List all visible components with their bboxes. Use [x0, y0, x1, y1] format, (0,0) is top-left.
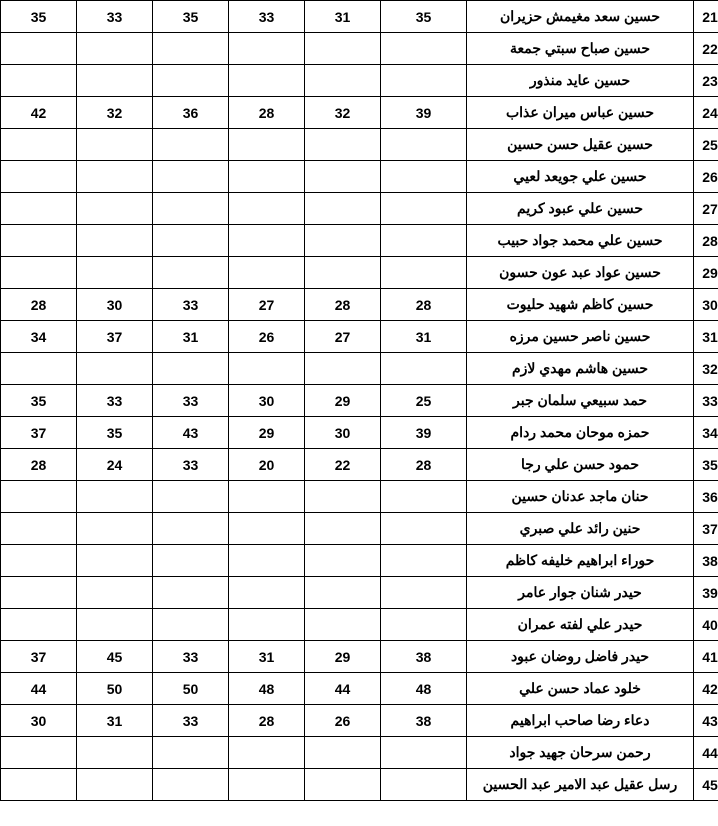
score-cell-empty	[153, 65, 229, 97]
table-row	[1, 1, 718, 33]
table-row	[1, 481, 718, 513]
score-cell: 25	[381, 385, 467, 417]
table-row	[1, 705, 718, 737]
score-cell-empty	[77, 577, 153, 609]
score-cell: 44	[1, 673, 77, 705]
score-cell-empty	[229, 737, 305, 769]
score-cell: 31	[381, 321, 467, 353]
table-row	[1, 65, 718, 97]
score-cell-empty	[381, 65, 467, 97]
score-cell-empty	[305, 161, 381, 193]
score-cell: 29	[305, 641, 381, 673]
score-cell: 33	[153, 641, 229, 673]
score-cell-empty	[1, 513, 77, 545]
row-index-cell: 38	[694, 545, 718, 577]
score-cell-empty	[229, 33, 305, 65]
row-index-cell: 32	[694, 353, 718, 385]
score-cell: 42	[1, 97, 77, 129]
row-index-cell: 34	[694, 417, 718, 449]
score-cell: 32	[305, 97, 381, 129]
score-cell: 38	[381, 705, 467, 737]
score-cell-empty	[1, 769, 77, 801]
row-index-cell: 21	[694, 1, 718, 33]
score-cell-empty	[381, 609, 467, 641]
score-cell: 38	[381, 641, 467, 673]
score-cell: 30	[77, 289, 153, 321]
score-cell: 33	[77, 385, 153, 417]
row-index-cell: 28	[694, 225, 718, 257]
student-name-cell: حسين علي عبود كريم	[467, 193, 694, 225]
student-name-cell: حسين سعد مغيمش حزيران	[467, 1, 694, 33]
student-name-cell: حسين علي جويعد لعيي	[467, 161, 694, 193]
score-cell: 22	[305, 449, 381, 481]
score-cell-empty	[153, 193, 229, 225]
student-name-cell: حسين علي محمد جواد حبيب	[467, 225, 694, 257]
score-cell: 28	[381, 449, 467, 481]
score-cell-empty	[381, 193, 467, 225]
score-cell: 28	[229, 705, 305, 737]
table-row	[1, 97, 718, 129]
score-cell-empty	[305, 65, 381, 97]
score-cell-empty	[305, 577, 381, 609]
score-cell-empty	[305, 33, 381, 65]
score-cell-empty	[153, 545, 229, 577]
score-cell-empty	[305, 609, 381, 641]
student-name-cell: حسين عقيل حسن حسين	[467, 129, 694, 161]
score-cell-empty	[229, 129, 305, 161]
score-cell-empty	[1, 33, 77, 65]
score-cell-empty	[229, 513, 305, 545]
row-index-cell: 40	[694, 609, 718, 641]
score-cell: 28	[305, 289, 381, 321]
score-cell-empty	[305, 481, 381, 513]
score-cell-empty	[305, 129, 381, 161]
score-cell: 32	[77, 97, 153, 129]
score-cell-empty	[1, 225, 77, 257]
score-cell: 36	[153, 97, 229, 129]
student-name-cell: حسين صباح سبتي جمعة	[467, 33, 694, 65]
score-cell-empty	[77, 257, 153, 289]
score-cell-empty	[77, 769, 153, 801]
score-cell: 48	[229, 673, 305, 705]
score-cell-empty	[305, 193, 381, 225]
score-cell-empty	[381, 257, 467, 289]
row-index-cell: 25	[694, 129, 718, 161]
row-index-cell: 39	[694, 577, 718, 609]
student-name-cell: حسين ناصر حسين مرزه	[467, 321, 694, 353]
score-cell: 33	[153, 385, 229, 417]
score-cell-empty	[381, 513, 467, 545]
score-cell-empty	[77, 65, 153, 97]
score-cell-empty	[229, 769, 305, 801]
row-index-cell: 33	[694, 385, 718, 417]
score-cell: 20	[229, 449, 305, 481]
score-cell-empty	[305, 225, 381, 257]
score-cell-empty	[153, 769, 229, 801]
row-index-cell: 41	[694, 641, 718, 673]
table-row	[1, 33, 718, 65]
score-cell: 34	[1, 321, 77, 353]
score-cell-empty	[229, 161, 305, 193]
student-name-cell: حسين عواد عبد عون حسون	[467, 257, 694, 289]
student-name-cell: حسين عباس ميران عذاب	[467, 97, 694, 129]
score-cell: 33	[153, 289, 229, 321]
table-row	[1, 353, 718, 385]
score-cell: 39	[381, 97, 467, 129]
score-cell: 45	[77, 641, 153, 673]
row-index-cell: 35	[694, 449, 718, 481]
score-cell-empty	[381, 225, 467, 257]
table-row	[1, 193, 718, 225]
score-cell: 29	[305, 385, 381, 417]
score-cell-empty	[153, 481, 229, 513]
score-cell: 33	[153, 449, 229, 481]
student-name-cell: حيدر شنان جوار عامر	[467, 577, 694, 609]
table-row	[1, 737, 718, 769]
score-cell-empty	[305, 545, 381, 577]
score-cell-empty	[1, 65, 77, 97]
score-cell-empty	[381, 33, 467, 65]
student-name-cell: حسين عايد منذور	[467, 65, 694, 97]
score-cell: 30	[229, 385, 305, 417]
row-index-cell: 31	[694, 321, 718, 353]
table-row	[1, 769, 718, 801]
score-cell-empty	[1, 577, 77, 609]
score-cell-empty	[153, 513, 229, 545]
score-cell-empty	[77, 129, 153, 161]
score-cell-empty	[77, 225, 153, 257]
score-cell-empty	[229, 545, 305, 577]
score-cell: 26	[229, 321, 305, 353]
score-cell: 31	[77, 705, 153, 737]
student-name-cell: حسين هاشم مهدي لازم	[467, 353, 694, 385]
grade-table-body	[1, 1, 718, 801]
score-cell-empty	[381, 129, 467, 161]
score-cell: 28	[1, 449, 77, 481]
student-name-cell: حنين رائد علي صبري	[467, 513, 694, 545]
score-cell-empty	[229, 577, 305, 609]
row-index-cell: 43	[694, 705, 718, 737]
score-cell-empty	[229, 257, 305, 289]
score-cell-empty	[305, 737, 381, 769]
score-cell: 48	[381, 673, 467, 705]
score-cell-empty	[1, 353, 77, 385]
score-cell-empty	[229, 609, 305, 641]
score-cell-empty	[153, 257, 229, 289]
row-index-cell: 27	[694, 193, 718, 225]
row-index-cell: 24	[694, 97, 718, 129]
table-row	[1, 577, 718, 609]
score-cell-empty	[77, 33, 153, 65]
score-cell-empty	[153, 33, 229, 65]
score-cell-empty	[381, 577, 467, 609]
score-cell: 29	[229, 417, 305, 449]
student-name-cell: حمزه موحان محمد ردام	[467, 417, 694, 449]
student-name-cell: رحمن سرحان جهيد جواد	[467, 737, 694, 769]
score-cell-empty	[305, 257, 381, 289]
row-index-cell: 45	[694, 769, 718, 801]
student-name-cell: حمود حسن علي رجا	[467, 449, 694, 481]
row-index-cell: 29	[694, 257, 718, 289]
student-name-cell: حوراء ابراهيم خليفه كاظم	[467, 545, 694, 577]
table-row	[1, 673, 718, 705]
table-row	[1, 513, 718, 545]
table-row	[1, 417, 718, 449]
score-cell-empty	[1, 257, 77, 289]
score-cell: 30	[1, 705, 77, 737]
table-row	[1, 257, 718, 289]
score-cell-empty	[1, 129, 77, 161]
table-row	[1, 641, 718, 673]
score-cell: 39	[381, 417, 467, 449]
table-row	[1, 449, 718, 481]
score-cell-empty	[1, 609, 77, 641]
row-index-cell: 23	[694, 65, 718, 97]
score-cell: 33	[77, 1, 153, 33]
score-cell-empty	[153, 577, 229, 609]
table-row	[1, 609, 718, 641]
score-cell-empty	[77, 193, 153, 225]
student-name-cell: حيدر علي لفته عمران	[467, 609, 694, 641]
score-cell-empty	[77, 609, 153, 641]
score-cell-empty	[305, 353, 381, 385]
score-cell-empty	[1, 737, 77, 769]
student-name-cell: حمد سبيعي سلمان جبر	[467, 385, 694, 417]
score-cell: 44	[305, 673, 381, 705]
table-row	[1, 289, 718, 321]
score-cell: 33	[229, 1, 305, 33]
score-cell: 24	[77, 449, 153, 481]
table-row	[1, 129, 718, 161]
score-cell: 37	[1, 417, 77, 449]
row-index-cell: 30	[694, 289, 718, 321]
row-index-cell: 26	[694, 161, 718, 193]
student-name-cell: حسين كاظم شهيد حليوت	[467, 289, 694, 321]
table-row	[1, 321, 718, 353]
score-cell: 27	[305, 321, 381, 353]
score-cell-empty	[1, 193, 77, 225]
score-cell-empty	[381, 161, 467, 193]
score-cell: 28	[381, 289, 467, 321]
score-cell-empty	[381, 769, 467, 801]
score-cell: 28	[1, 289, 77, 321]
score-cell-empty	[305, 769, 381, 801]
score-cell-empty	[229, 225, 305, 257]
score-cell-empty	[77, 513, 153, 545]
score-cell: 33	[153, 705, 229, 737]
score-cell-empty	[1, 545, 77, 577]
score-cell: 31	[229, 641, 305, 673]
score-cell-empty	[381, 353, 467, 385]
student-name-cell: خلود عماد حسن علي	[467, 673, 694, 705]
score-cell: 31	[305, 1, 381, 33]
score-cell: 50	[153, 673, 229, 705]
score-cell-empty	[229, 65, 305, 97]
score-cell: 37	[77, 321, 153, 353]
score-cell-empty	[77, 161, 153, 193]
score-cell-empty	[229, 481, 305, 513]
row-index-cell: 44	[694, 737, 718, 769]
student-name-cell: حنان ماجد عدنان حسين	[467, 481, 694, 513]
score-cell-empty	[77, 353, 153, 385]
score-cell-empty	[381, 481, 467, 513]
score-cell-empty	[153, 353, 229, 385]
row-index-cell: 37	[694, 513, 718, 545]
score-cell-empty	[1, 481, 77, 513]
student-name-cell: حيدر فاضل روضان عبود	[467, 641, 694, 673]
score-cell: 43	[153, 417, 229, 449]
row-index-cell: 42	[694, 673, 718, 705]
score-cell-empty	[77, 737, 153, 769]
score-cell: 37	[1, 641, 77, 673]
score-cell: 35	[1, 1, 77, 33]
table-row	[1, 225, 718, 257]
score-cell: 28	[229, 97, 305, 129]
student-name-cell: دعاء رضا صاحب ابراهيم	[467, 705, 694, 737]
score-cell-empty	[229, 353, 305, 385]
score-cell-empty	[153, 129, 229, 161]
table-row	[1, 161, 718, 193]
score-cell-empty	[77, 545, 153, 577]
score-cell: 27	[229, 289, 305, 321]
score-cell-empty	[305, 513, 381, 545]
score-cell: 35	[77, 417, 153, 449]
score-cell: 35	[153, 1, 229, 33]
score-cell: 35	[381, 1, 467, 33]
score-cell-empty	[153, 225, 229, 257]
score-cell-empty	[1, 161, 77, 193]
score-cell-empty	[381, 737, 467, 769]
score-cell-empty	[153, 609, 229, 641]
row-index-cell: 22	[694, 33, 718, 65]
score-cell: 26	[305, 705, 381, 737]
score-cell-empty	[77, 481, 153, 513]
table-row	[1, 545, 718, 577]
table-row	[1, 385, 718, 417]
score-cell: 31	[153, 321, 229, 353]
score-cell-empty	[381, 545, 467, 577]
score-cell-empty	[153, 737, 229, 769]
score-cell: 50	[77, 673, 153, 705]
score-cell: 30	[305, 417, 381, 449]
score-cell-empty	[229, 193, 305, 225]
student-name-cell: رسل عقيل عبد الامير عبد الحسين	[467, 769, 694, 801]
row-index-cell: 36	[694, 481, 718, 513]
score-cell-empty	[153, 161, 229, 193]
score-cell: 35	[1, 385, 77, 417]
